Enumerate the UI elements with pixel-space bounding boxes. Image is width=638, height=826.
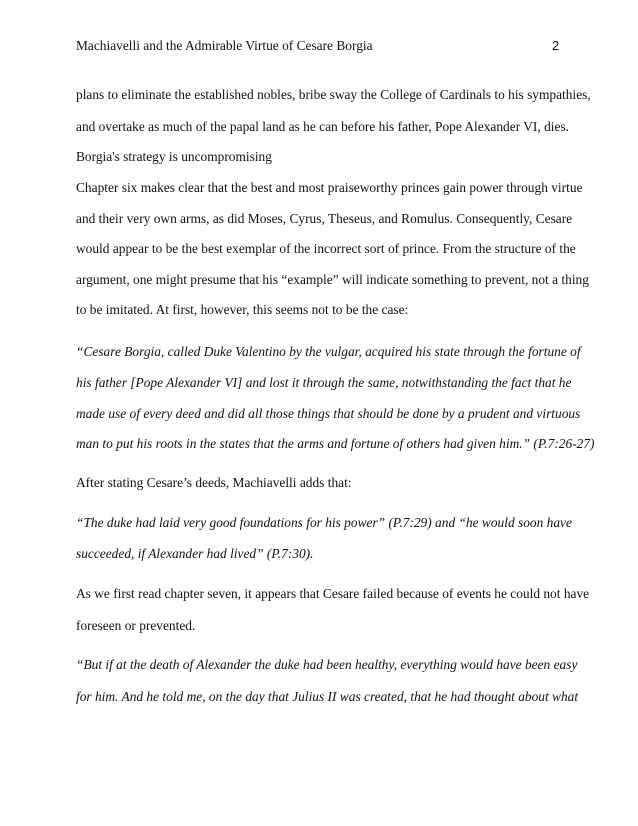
quote-line: his father [Pope Alexander VI] and lost it through the same, notwithstanding the fact that he bbox=[76, 375, 572, 390]
text-line: foreseen or prevented. bbox=[76, 618, 196, 633]
quote-line: made use of every deed and did all those things that should be done by a prudent and virtuous bbox=[76, 406, 581, 421]
quote-line: “But if at the death of Alexander the duke had been healthy, everything would have been easy bbox=[76, 657, 578, 672]
text-line: As we first read chapter seven, it appears that Cesare failed because of events he could not have bbox=[76, 586, 590, 601]
text-line: argument, one might presume that his “example” will indicate something to prevent, not a thing bbox=[76, 272, 589, 287]
running-head-title: Machiavelli and the Admirable Virtue of Cesare Borgia bbox=[76, 38, 373, 53]
text-line: to be imitated. At first, however, this seems not to be the case: bbox=[76, 302, 409, 317]
text-line: After stating Cesare’s deeds, Machiavelli adds that: bbox=[76, 475, 352, 490]
quote-line: man to put his roots in the states that the arms and fortune of others had given him.” (P.7:26-27) bbox=[76, 436, 595, 451]
text-line: and their very own arms, as did Moses, Cyrus, Theseus, and Romulus. Consequently, Cesare bbox=[76, 211, 573, 226]
quote-line: for him. And he told me, on the day that Julius II was created, that he had thought about what bbox=[76, 689, 579, 704]
quote-line: “The duke had laid very good foundations for his power” (P.7:29) and “he would soon have bbox=[76, 515, 572, 530]
text-line: Chapter six makes clear that the best and most praiseworthy princes gain power through virtue bbox=[76, 180, 583, 195]
text-line: and overtake as much of the papal land as he can before his father, Pope Alexander VI, dies. bbox=[76, 119, 570, 134]
page-number: 2 bbox=[552, 38, 560, 53]
text-line: would appear to be the best exemplar of the incorrect sort of prince. From the structure of the bbox=[76, 241, 576, 256]
quote-line: “Cesare Borgia, called Duke Valentino by the vulgar, acquired his state through the fortune of bbox=[76, 344, 581, 359]
quote-line: succeeded, if Alexander had lived” (P.7:30). bbox=[76, 546, 314, 561]
text-line: Borgia's strategy is uncompromising bbox=[76, 149, 272, 164]
text-line: plans to eliminate the established nobles, bribe sway the College of Cardinals to his sympathies, bbox=[76, 87, 591, 102]
